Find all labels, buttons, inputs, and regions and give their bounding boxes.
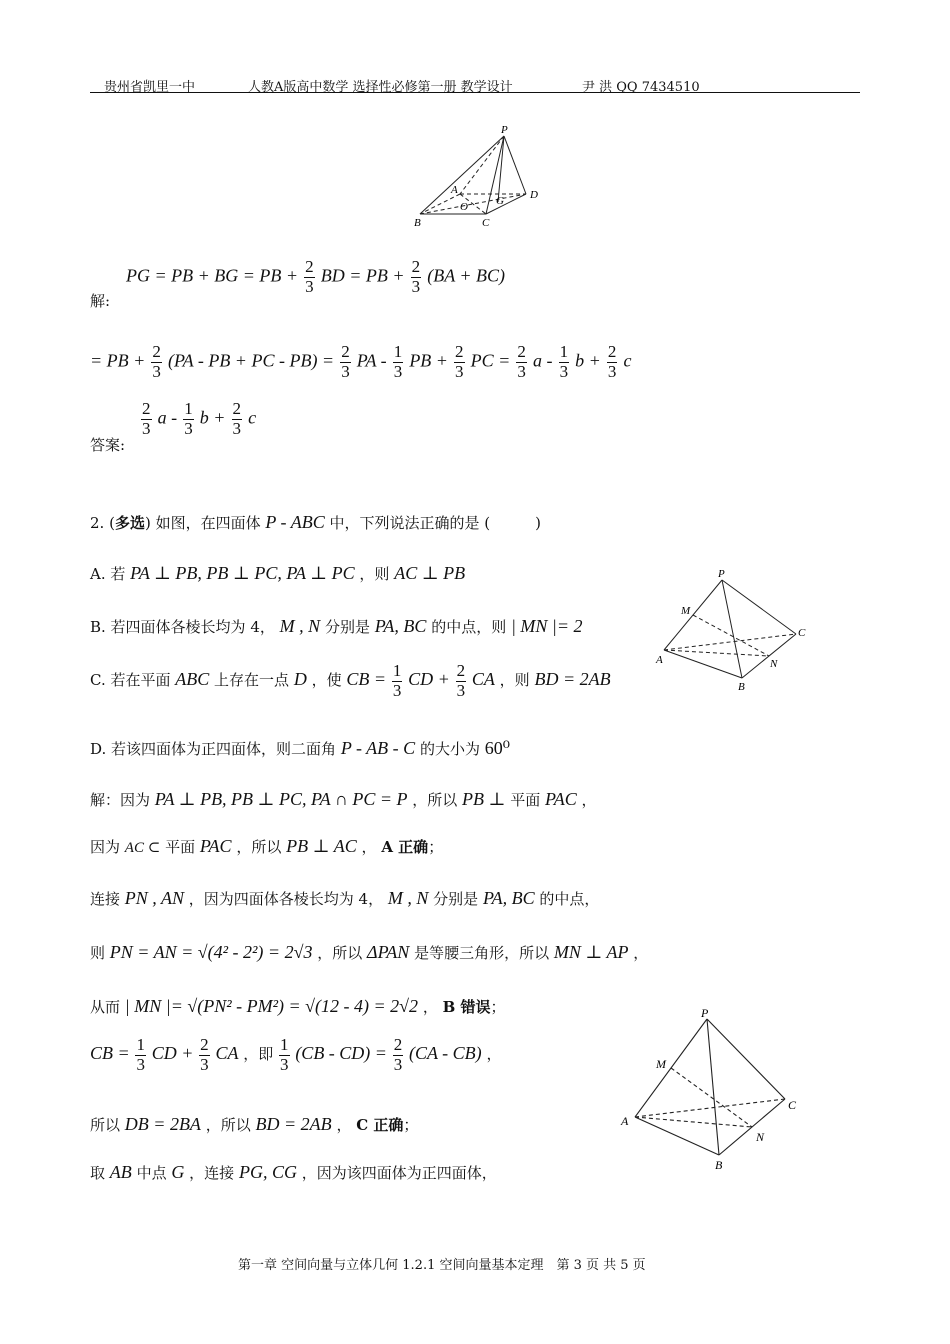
fig1-label-C: C (482, 217, 490, 229)
q2-option-a: A. 若 PA ⊥ PB, PB ⊥ PC, PA ⊥ PC ，则 AC ⊥ PB (90, 563, 466, 583)
q1-line1: PG = PB + BG = PB + $\frac{2}{3}$ BD = PB + $\frac{2}{3}$ (BA + BC) (126, 257, 506, 296)
fig1-label-P: P (501, 124, 508, 136)
q2-sol-line5: 从而 | MN |= √(PN² - PM²) = √(12 - 4) = 2√2 ， B 错误； (90, 996, 506, 1016)
fig2-label-C: C (798, 627, 806, 639)
figure-tetrahedron-small (650, 566, 820, 696)
fig3-label-B: B (715, 1158, 723, 1172)
footer: 第一章 空间向量与立体几何 1.2.1 空间向量基本定理 第 3 页 共 5 页 (238, 1258, 646, 1273)
fig2-label-A: A (656, 654, 663, 666)
q2-sol-line6: CB = $\frac{1}{3}$ CD + $\frac{2}{3}$ CA ，即 $\frac{1}{3}$ (CB - CD) = $\frac{2}{3}$ (CA - CB) ， (90, 1035, 502, 1074)
q2-stem: 2. (多选) 如图，在四面体 P - ABC 中，下列说法正确的是 ( ) (90, 512, 541, 532)
fig1-label-D: D (530, 189, 538, 201)
q2-option-c: C. 若在平面 ABC 上存在一点 D ，使 CB = $\frac{1}{3}$ CD + $\frac{2}{3}$ CA ，则 BD = 2AB (90, 661, 611, 700)
fig1-label-G: G (496, 195, 504, 207)
q1-line2: = PB + $\frac{2}{3}$ (PA - PB + PC - PB) = $\frac{2}{3}$ PA - $\frac{1}{3}$ PB + $\frac{2}{3}$ PC = $\frac{2}{3}$ a - $\frac{1}{3}$ b + $\frac{2}{3}$ c (90, 342, 632, 381)
fig3-label-P: P (701, 1006, 709, 1020)
q1-ans-label: 答案: (90, 436, 126, 454)
q1-sol-label: 解: (90, 292, 111, 310)
fig3-label-M: M (656, 1057, 666, 1071)
q2-sol-line2: 因为 AC ⊂ 平面 PAC ，所以 PB ⊥ AC ， A 正确； (90, 836, 444, 856)
fig1-label-A: A (451, 184, 458, 196)
q2-sol-line3: 连接 PN , AN ，因为四面体各棱长均为 4， M , N 分别是 PA, BC 的中点， (90, 888, 600, 908)
header-rule (90, 92, 860, 93)
header-course: 人教A版高中数学 选择性必修第一册 教学设计 (248, 80, 513, 95)
q2-option-b: B. 若四面体各棱长均为 4， M , N 分别是 PA, BC 的中点，则 | MN |= 2 (90, 616, 583, 636)
header-author: 尹 洪 QQ 7434510 (582, 80, 700, 95)
fig2-label-N: N (770, 658, 778, 670)
fig2-label-B: B (738, 681, 745, 693)
figure-pyramid (400, 118, 560, 233)
fig3-label-C: C (788, 1098, 797, 1112)
q2-sol-line8: 取 AB 中点 G ，连接 PG, CG ，因为该四面体为正四面体， (90, 1162, 497, 1182)
q1-answer: $\frac{2}{3}$ a - $\frac{1}{3}$ b + $\frac{2}{3}$ c (142, 399, 257, 438)
header-school: 贵州省凯里一中 (104, 80, 196, 95)
fig3-label-N: N (756, 1130, 765, 1144)
q2-option-d: D. 若该四面体为正四面体，则二面角 P - AB - C 的大小为 60⁰ (90, 738, 510, 758)
fig2-label-P: P (718, 568, 725, 580)
q2-sol-line7: 所以 DB = 2BA ，所以 BD = 2AB ， C 正确； (90, 1114, 419, 1134)
fig1-label-B: B (414, 217, 421, 229)
fig3-label-A: A (621, 1114, 629, 1128)
fig1-label-O: O (460, 201, 468, 213)
figure-tetrahedron-large (615, 1005, 815, 1175)
q2-sol-line1: 解：因为 PA ⊥ PB, PB ⊥ PC, PA ∩ PC = P ，所以 PB ⊥ 平面 PAC ， (90, 789, 597, 809)
q2-sol-line4: 则 PN = AN = √(4² - 2²) = 2√3 ，所以 ΔPAN 是等腰三角形，所以 MN ⊥ AP ， (90, 942, 649, 962)
fig2-label-M: M (681, 605, 691, 617)
